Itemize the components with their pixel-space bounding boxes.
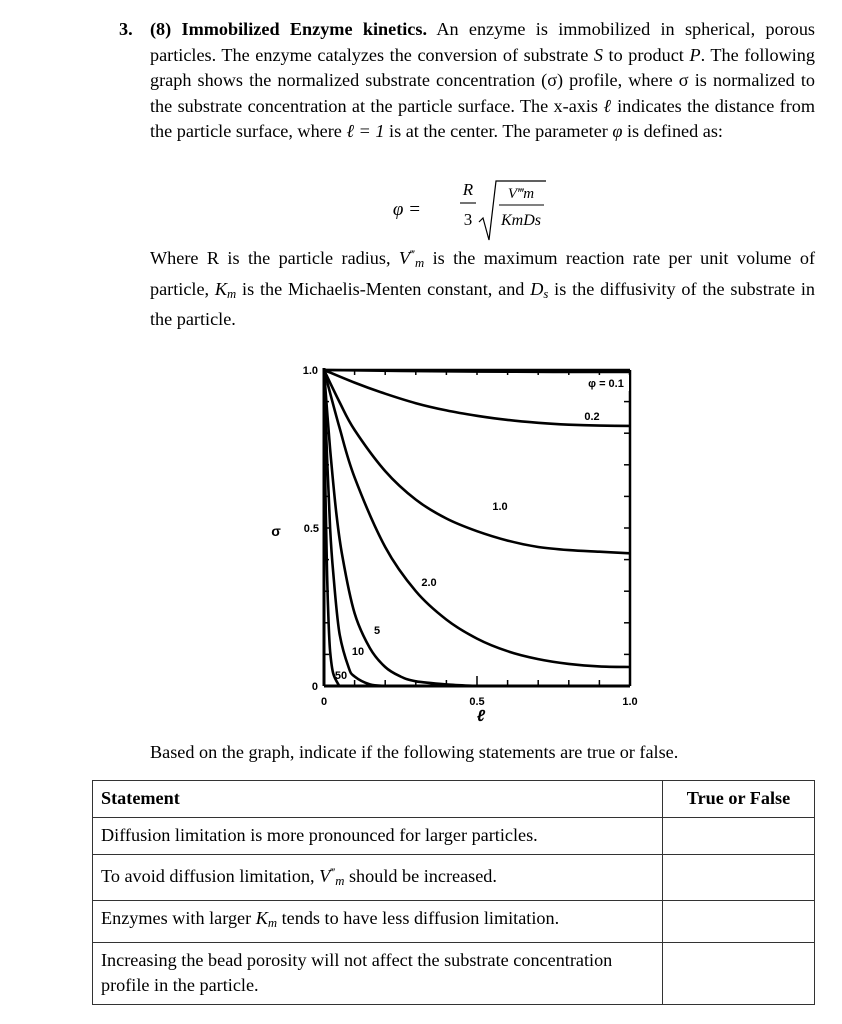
- intro-text-4: indicates the distance from the particle surface, where: [150, 95, 815, 142]
- answer-cell[interactable]: [663, 943, 815, 1005]
- statement-text: Diffusion limitation is more pronounced for larger particles.: [101, 825, 538, 845]
- curve-label-1.0: 1.0: [492, 501, 508, 513]
- y-tick-label-0: 0: [311, 681, 318, 693]
- curve-label-0.2: 0.2: [584, 411, 600, 423]
- statement-cell: [93, 901, 663, 943]
- def-var-d-sub: s: [543, 286, 549, 301]
- answer-cell[interactable]: [663, 901, 815, 943]
- intro-l-equals-1: ℓ = 1: [346, 121, 385, 142]
- x-tick-label-0: 0: [320, 696, 328, 708]
- statement-text: Enzymes with larger: [101, 908, 256, 928]
- curve-label-phi-0.1: φ = 0.1: [588, 378, 624, 390]
- def-text-4: is the diffusivity of the substrate in the particle.: [150, 278, 815, 330]
- intro-var-p: P: [689, 44, 701, 65]
- def-var-d: D: [530, 278, 544, 299]
- y-axis-label: σ: [271, 523, 281, 539]
- statement-var: K: [255, 908, 268, 928]
- statement-var-sub: m: [267, 916, 278, 930]
- statement-var-sup: ‴: [330, 865, 336, 879]
- intro-text-3: . The following graph shows the normalized substrate concentration (σ) profile, where σ is normalized to the substrate concentration at the particle surface. The x-axis: [150, 44, 815, 116]
- def-text-3: is the Michaelis-Menten constant, and: [236, 278, 531, 299]
- statement-text-post: tends to have less diffusion limitation.: [277, 908, 560, 928]
- statement-var: V: [319, 866, 331, 886]
- answer-cell[interactable]: [663, 855, 815, 901]
- question-points: (8): [150, 19, 172, 39]
- eq-lhs: φ =: [392, 199, 421, 220]
- table-header-row: [93, 781, 815, 818]
- eq-denominator: 3: [463, 210, 473, 229]
- def-var-k: K: [214, 278, 228, 299]
- table-row: [93, 818, 815, 855]
- def-text-1: Where R is the particle radius,: [150, 248, 399, 268]
- table-row: [93, 855, 815, 901]
- eq-radicand-bottom: KmDs: [500, 212, 542, 229]
- def-var-k-sub: m: [227, 286, 237, 301]
- intro-text-1: An enzyme is immobilized in spherical, porous particles. The enzyme catalyzes the conversion of substrate: [150, 19, 815, 65]
- statement-text: To avoid diffusion limitation,: [101, 866, 320, 886]
- curve-label-5: 5: [373, 625, 381, 637]
- eq-radicand-top: V‴m: [507, 186, 535, 202]
- intro-text-5: is at the center. The parameter: [384, 121, 613, 142]
- def-var-v: V: [398, 248, 411, 268]
- statement-cell: [93, 818, 663, 855]
- x-tick-label-0.5: 0.5: [469, 696, 485, 708]
- true-false-prompt: Based on the graph, indicate if the following statements are true or false.: [150, 742, 679, 762]
- question-title: Immobilized Enzyme kinetics.: [181, 19, 428, 39]
- intro-var-l: ℓ: [603, 95, 612, 116]
- header-true-or-false: True or False: [663, 781, 815, 818]
- curve-label-10: 10: [351, 646, 365, 658]
- table-row: [93, 901, 815, 943]
- header-statement: Statement: [93, 781, 663, 818]
- def-var-v-sub: m: [414, 256, 425, 270]
- statement-text-post: should be increased.: [344, 866, 497, 886]
- answer-cell[interactable]: [663, 818, 815, 855]
- statement-cell: [93, 855, 663, 901]
- curve-1.0: [324, 370, 630, 553]
- y-tick-label-0.5: 0.5: [303, 523, 319, 535]
- table-row: [93, 943, 815, 1005]
- statements-table: [92, 780, 815, 1005]
- question-number: 3.: [119, 19, 133, 39]
- curve-label-50: 50: [334, 670, 348, 682]
- statement-cell: [93, 943, 663, 1005]
- eq-numerator: R: [462, 180, 474, 199]
- def-text-2: is the maximum reaction rate per unit volume of particle,: [150, 248, 815, 299]
- intro-text-2: to product: [602, 44, 690, 65]
- intro-var-phi: φ: [612, 121, 623, 142]
- y-tick-label-1.0: 1.0: [302, 365, 318, 377]
- curve-label-2.0: 2.0: [421, 577, 437, 589]
- statement-text: Increasing the bead porosity will not affect the substrate concentration profile in the particle.: [101, 950, 613, 995]
- def-var-v-sup: ‴: [410, 247, 415, 261]
- x-tick-label-1.0: 1.0: [622, 696, 638, 708]
- x-axis-label: ℓ: [476, 708, 486, 725]
- intro-var-s: S: [593, 44, 603, 65]
- intro-text-6: is defined as:: [622, 121, 723, 142]
- statement-var-sub: m: [335, 874, 345, 888]
